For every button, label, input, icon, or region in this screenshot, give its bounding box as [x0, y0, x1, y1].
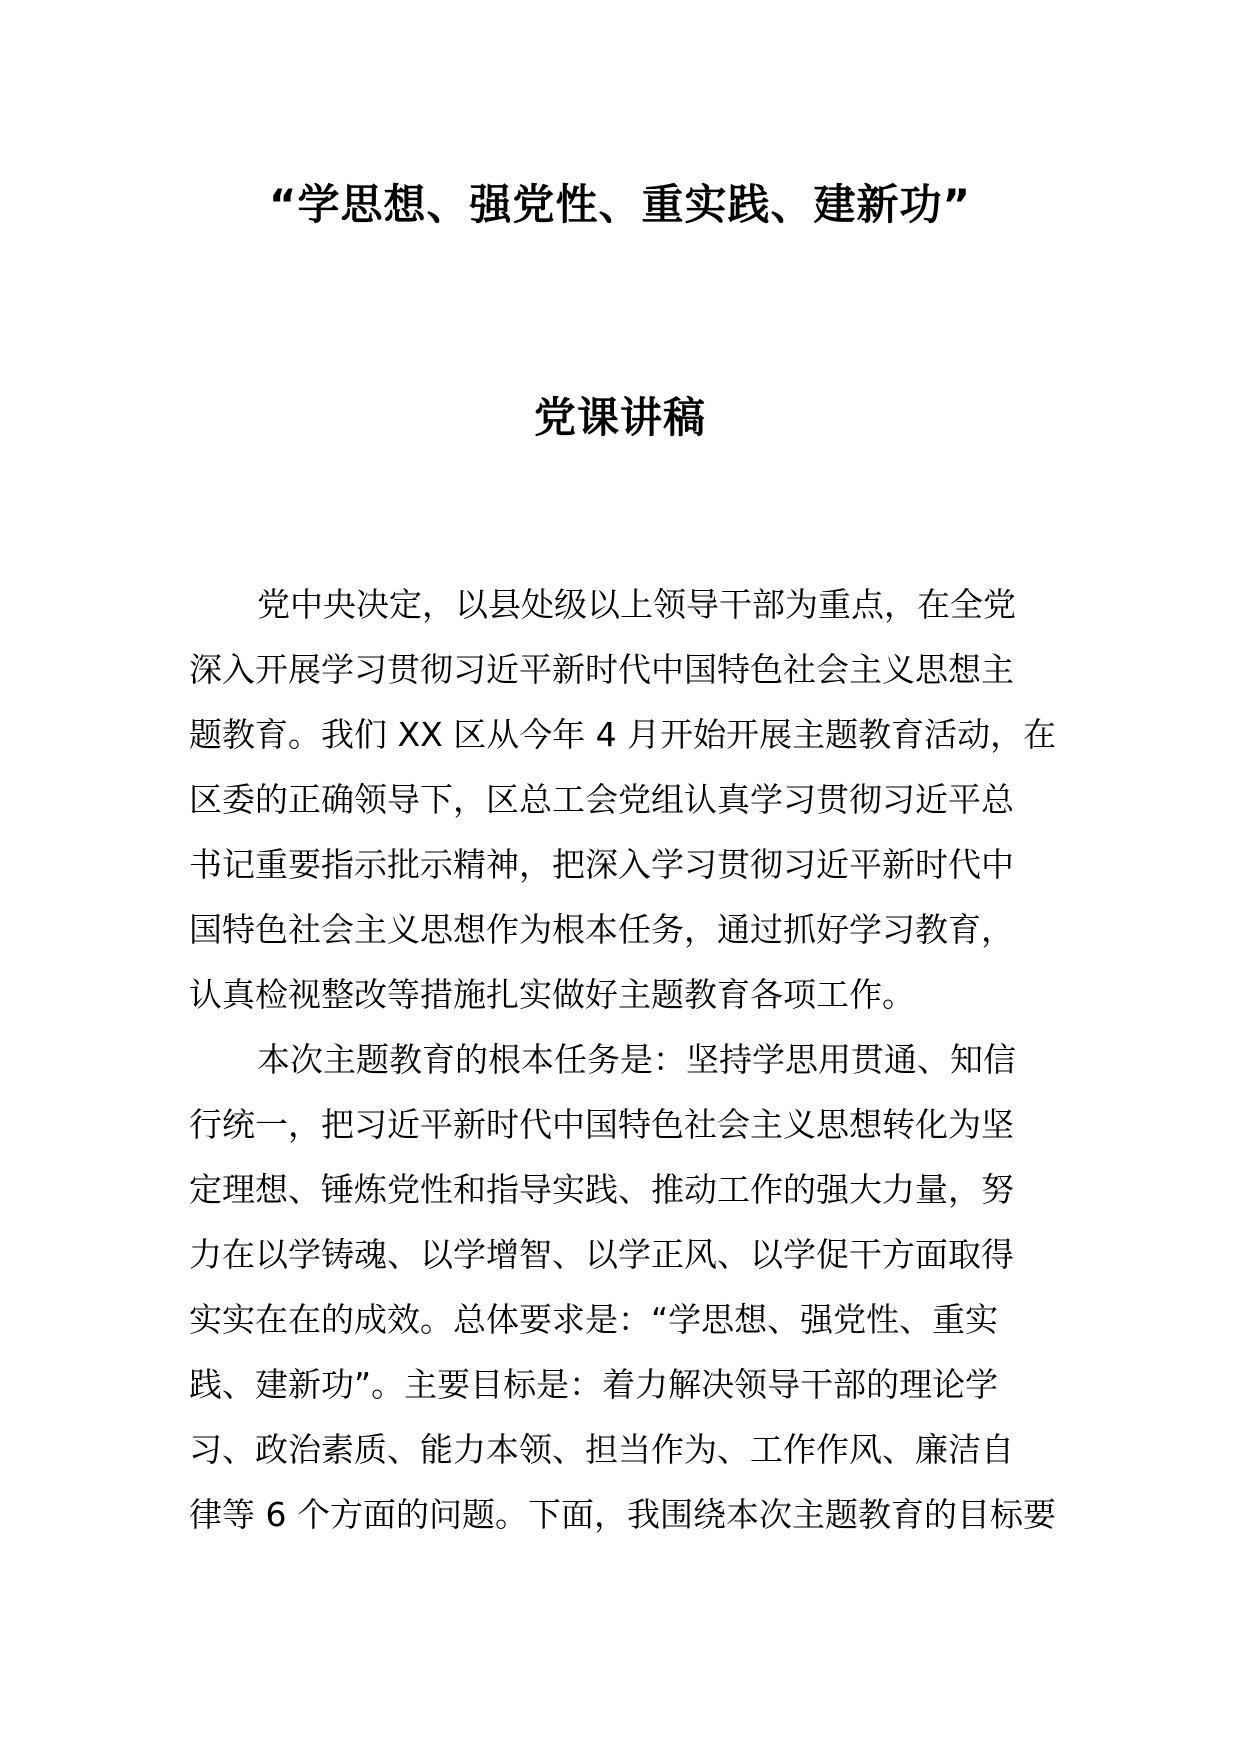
paragraph-1-line: 党中央决定，以县处级以上领导干部为重点，在全党 — [257, 585, 1016, 624]
paragraph-2-line: 行统一，把习近平新时代中国特色社会主义思想转化为坚 — [189, 1105, 1014, 1144]
paragraph-2-line: 律等 6 个方面的问题。下面，我围绕本次主题教育的目标要 — [189, 1495, 1056, 1534]
paragraph-1-line: 深入开展学习贯彻习近平新时代中国特色社会主义思想主 — [189, 650, 1014, 689]
paragraph-2-line: 定理想、锤炼党性和指导实践、推动工作的强大力量，努 — [189, 1170, 1014, 1209]
paragraph-1-line: 认真检视整改等措施扎实做好主题教育各项工作。 — [189, 975, 915, 1014]
paragraph-1-line: 国特色社会主义思想作为根本任务，通过抓好学习教育， — [189, 910, 1014, 949]
document-title-line-1: “学思想、强党性、重实践、建新功” — [268, 180, 972, 229]
paragraph-2-line: 力在以学铸魂、以学增智、以学正风、以学促干方面取得 — [189, 1235, 1014, 1274]
paragraph-1-line: 区委的正确领导下，区总工会党组认真学习贯彻习近平总 — [189, 780, 1014, 819]
paragraph-2-line: 践、建新功”。主要目标是：着力解决领导干部的理论学 — [189, 1365, 999, 1404]
document-title-line-2: 党课讲稿 — [533, 393, 706, 442]
document-body — [189, 572, 1059, 1547]
paragraph-1-line: 题教育。我们 XX 区从今年 4 月开始开展主题教育活动，在 — [189, 715, 1057, 754]
paragraph-2-line: 本次主题教育的根本任务是：坚持学思用贯通、知信 — [257, 1040, 1016, 1079]
paragraph-2-line: 实实在在的成效。总体要求是：“学思想、强党性、重实 — [189, 1300, 999, 1339]
paragraph-2-line: 习、政治素质、能力本领、担当作为、工作作风、廉洁自 — [189, 1430, 1014, 1469]
paragraph-1-line: 书记重要指示批示精神，把深入学习贯彻习近平新时代中 — [189, 845, 1014, 884]
